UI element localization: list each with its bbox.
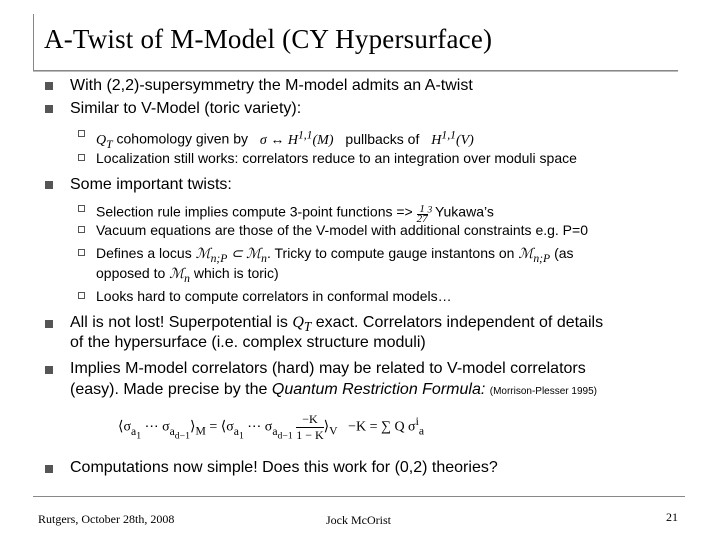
qt-symbol: $Q_T$ (292, 314, 312, 335)
sub-bullet-marker (78, 226, 85, 233)
sub-bullet-text: Vacuum equations are those of the V-model with additional constraints e.g. P=0 (96, 222, 588, 238)
sub-bullet-text: Selection rule implies compute 3-point functions => $\frac{1}{27}$ $^3$ Yukawa’s (96, 202, 494, 225)
page-number: 21 (666, 510, 678, 524)
sub-bullet-text: Localization still works: correlators reduce to an integration over moduli space (96, 150, 577, 166)
sub-bullet-marker (78, 249, 85, 256)
bullet-text: With (2,2)-supersymmetry the M-model admits an A-twist (70, 77, 473, 94)
quantum-restriction-formula: $⟨\sigma_{a_1}$ ⋯ $\sigma_{a_{d-1}}⟩_M$ = $⟨\sigma_{a_1}$ ⋯ $\sigma_{a_{d-1}}$ $\frac{-K}{1 - K}$ $⟩_V$ −K = ∑ Q $\sigma^i_a$ (118, 412, 425, 442)
bullet-text: Computations now simple! Does this work for (0,2) theories? (70, 459, 498, 476)
m-n-symbol: ℳ$_n$ (169, 267, 190, 285)
bullet-text: Some important twists: (70, 176, 232, 193)
sub-bullet-marker (78, 154, 85, 161)
sub-bullet-text: Defines a locus ℳ$_{n;P}$ ⊂ ℳ$_n$. Tricky to compute gauge instantons on ℳ$_{n;P}$ (as (96, 245, 574, 265)
bullet-marker (45, 105, 53, 113)
bullet-text-continued: (easy). Made precise by the Quantum Restriction Formula: (Morrison-Plesser 1995) (70, 381, 597, 398)
footer-rule (33, 496, 685, 497)
bullet-text: Similar to V-Model (toric variety): (70, 100, 302, 117)
title-rule-vertical (33, 14, 34, 72)
bullet-marker (45, 82, 53, 90)
sub-bullet-marker (78, 292, 85, 299)
bullet-text: All is not lost! Superpotential is $Q_T$ exact. Correlators independent of details (70, 314, 604, 335)
sub-bullet-marker (78, 205, 85, 212)
m-np-symbol: ℳ$_{n;P}$ ⊂ ℳ$_n$ (195, 247, 267, 265)
sub-bullet-text: $Q_T$ cohomology given by σ ↔ H$^{1,1}$(M) pullbacks of H$^{1,1}$(V) (96, 128, 474, 151)
title-rule-horizontal-shadow (33, 71, 678, 72)
qt-symbol: $Q_T$ (96, 132, 113, 151)
sub-bullet-text-continued: opposed to ℳ$_n$ which is toric) (96, 265, 279, 285)
footer-venue: Rutgers, October 28th, 2008 (38, 512, 175, 526)
sub-bullet-marker (78, 130, 85, 137)
bullet-marker (45, 465, 53, 473)
bullet-marker (45, 320, 53, 328)
sigma-map: σ ↔ H$^{1,1}$(M) (259, 128, 334, 148)
one-over-27-symbol: $\frac{1}{27}$ $^3$ (416, 202, 433, 225)
bullet-marker (45, 366, 53, 374)
slide-title: A-Twist of M-Model (CY Hypersurface) (44, 24, 493, 54)
footer-author: Jock McOrist (326, 513, 391, 527)
h11v-symbol: H$^{1,1}$(V) (431, 128, 474, 148)
bullet-marker (45, 181, 53, 189)
sub-bullet-text: Looks hard to compute correlators in conformal models… (96, 288, 452, 304)
m-np-symbol: ℳ$_{n;P}$ (518, 247, 551, 265)
bullet-text-continued: of the hypersurface (i.e. complex structure moduli) (70, 334, 426, 351)
bullet-text: Implies M-model correlators (hard) may be related to V-model correlators (70, 360, 586, 377)
